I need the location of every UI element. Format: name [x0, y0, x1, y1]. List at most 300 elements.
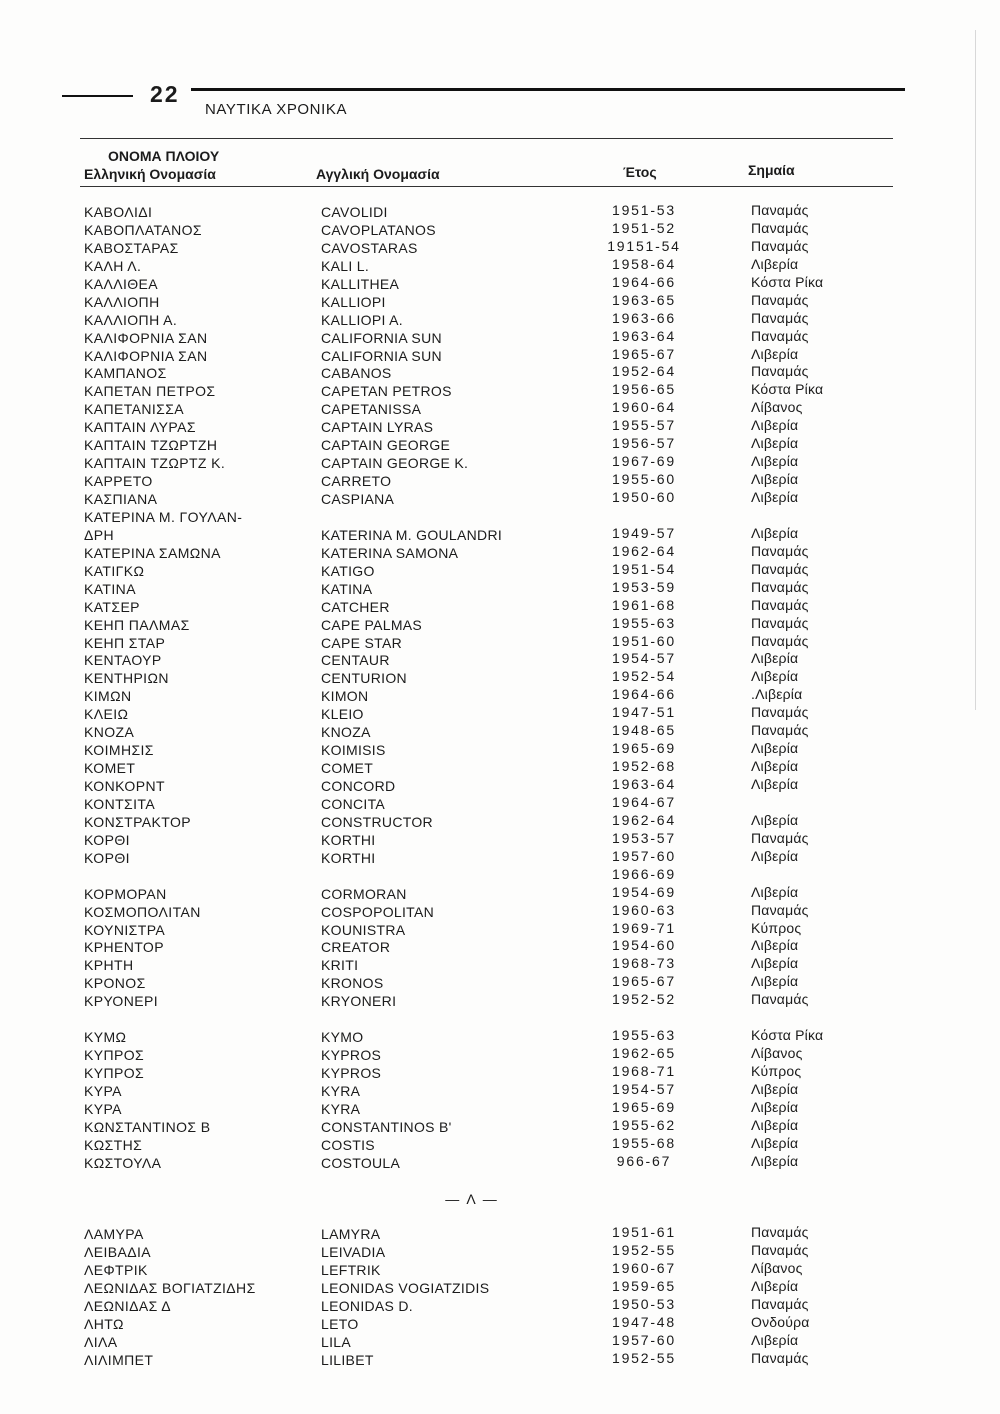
cell-greek-name: ΚΥΡΑ: [84, 1100, 122, 1117]
cell-greek-name: ΚΟΝΣΤΡΑΚΤΟΡ: [84, 813, 192, 830]
cell-english-name: COSPOPOLITAN: [321, 903, 435, 920]
cell-english-name: KATIGO: [321, 562, 375, 579]
table-row: [0, 993, 1000, 1011]
cell-english-name: KYPROS: [321, 1065, 382, 1081]
table-row: [0, 1226, 1000, 1244]
cell-english-name: KOUNISTRA: [321, 921, 406, 938]
table-row: [0, 437, 1000, 455]
cell-flag: Παναμάς: [751, 632, 809, 649]
cell-greek-name: ΚΑΛΛΙΟΠΗ Α.: [84, 311, 178, 328]
table-row: [0, 632, 1000, 653]
page-number: 22: [150, 81, 180, 107]
cell-english-name: CAVOPLATANOS: [321, 221, 436, 238]
cell-years: 1954-69: [612, 883, 676, 900]
table-row: [0, 793, 1000, 814]
cell-years: 1952-55: [612, 1350, 676, 1366]
cell-greek-name: ΚΑΛΙΦΟΡΝΙΑ ΣΑΝ: [84, 347, 208, 364]
cell-english-name: CATCHER: [321, 598, 390, 615]
cell-years: 1960-63: [612, 901, 676, 918]
cell-flag: Παναμάς: [751, 829, 809, 846]
cell-years: 1952-55: [612, 1242, 676, 1259]
cell-years: 1955-60: [612, 471, 676, 488]
table-row: [0, 829, 1000, 850]
cell-flag: Κόστα Ρίκα: [751, 381, 824, 398]
cell-flag: Παναμάς: [751, 542, 809, 559]
table-row: [0, 1029, 1000, 1047]
cell-greek-name: ΚΟΝΚΟΡΝΤ: [84, 778, 165, 794]
column-heading-english-name: Αγγλική Ονομασία: [316, 166, 440, 182]
blank-line: [0, 1011, 1000, 1029]
cell-flag: Κύπρος: [751, 919, 802, 936]
cell-greek-name: ΚΟΡΘΙ: [84, 849, 130, 866]
cell-years: 1951-52: [612, 219, 676, 236]
cell-flag: Λιβερία: [751, 453, 799, 470]
cell-years: 1952-64: [612, 363, 676, 380]
cell-flag: Παναμάς: [751, 722, 809, 739]
cell-years: 19151-54: [607, 237, 681, 254]
cell-greek-name: ΛΗΤΩ: [84, 1316, 124, 1333]
cell-english-name: CAPETAN PETROS: [321, 383, 452, 400]
cell-years: 1954-57: [612, 650, 676, 667]
cell-flag: Λίβανος: [751, 1260, 803, 1277]
cell-greek-name: ΚΑΠΤΑΙΝ ΤΖΩΡΤΖΗ: [84, 437, 218, 454]
table-row: [0, 1152, 1000, 1173]
table-row: [0, 811, 1000, 832]
cell-english-name: CENTURION: [321, 670, 407, 687]
table-row: [0, 365, 1000, 383]
table-row: [0, 1080, 1000, 1101]
cell-flag: Παναμάς: [751, 309, 809, 326]
table-row: [0, 1098, 1000, 1119]
cell-years: 1965-67: [612, 345, 676, 362]
cell-years: 1969-71: [612, 919, 676, 936]
cell-flag: Λίβανος: [751, 399, 803, 416]
cell-greek-name: ΚΟΡΘΙ: [84, 831, 130, 848]
cell-flag: Παναμάς: [751, 219, 809, 236]
cell-flag: Λιβερία: [751, 471, 799, 488]
table-row: [0, 1298, 1000, 1316]
cell-years: 1966-69: [612, 865, 676, 882]
cell-english-name: CAVOLIDI: [321, 204, 388, 220]
cell-greek-name: ΛΙΛΑ: [84, 1334, 118, 1351]
cell-english-name: KYRA: [321, 1082, 361, 1099]
cell-greek-name: ΛΕΦΤΡΙΚ: [84, 1262, 148, 1279]
table-row: [0, 596, 1000, 617]
cell-english-name: CAPE PALMAS: [321, 616, 423, 633]
cell-greek-name: ΚΡΗΕΝΤΟΡ: [84, 939, 164, 956]
cell-english-name: CONCORD: [321, 778, 396, 794]
section-heading-line: [0, 1191, 1000, 1209]
cell-greek-name: ΚΩΝΣΤΑΝΤΙΝΟΣ Β: [84, 1118, 211, 1135]
cell-years: 1963-65: [612, 291, 676, 308]
cell-english-name: LILA: [321, 1334, 351, 1351]
table-row: [0, 327, 1000, 348]
cell-flag: Λιβερία: [751, 1332, 799, 1349]
cell-years: 1968-73: [612, 955, 676, 972]
cell-flag: Παναμάς: [751, 1224, 809, 1241]
cell-flag: Παναμάς: [751, 991, 809, 1008]
cell-english-name: KIMON: [321, 688, 369, 705]
cell-english-name: CAPTAIN GEORGE: [321, 437, 451, 454]
cell-english-name: KYRA: [321, 1100, 361, 1117]
cell-greek-name: ΚΑΠΕΤΑΝΙΣΣΑ: [84, 401, 185, 418]
header-rule-left: [62, 95, 133, 97]
table-row: [0, 1065, 1000, 1083]
cell-greek-name: ΛΕΙΒΑΔΙΑ: [84, 1244, 152, 1261]
cell-years: 1962-64: [612, 542, 676, 559]
cell-english-name: KLEIO: [321, 706, 364, 723]
cell-greek-name: ΚΑΜΠΑΝΟΣ: [84, 365, 167, 382]
cell-flag: Παναμάς: [751, 1296, 809, 1313]
table-row: [0, 706, 1000, 724]
cell-flag: Παναμάς: [751, 237, 809, 254]
cell-english-name: KOIMISIS: [321, 742, 386, 759]
column-heading-year: Έτος: [623, 164, 657, 180]
cell-years: 1961-68: [612, 596, 676, 613]
table-row: [0, 1116, 1000, 1137]
cell-years: 1954-57: [612, 1080, 676, 1097]
cell-greek-name: ΚΕΗΠ ΣΤΑΡ: [84, 634, 166, 651]
cell-flag: Λιβερία: [751, 345, 799, 362]
blank-line: [0, 1209, 1000, 1227]
cell-flag: Λιβερία: [751, 776, 799, 792]
cell-flag: Παναμάς: [751, 1242, 809, 1259]
cell-years: 1951-61: [612, 1224, 676, 1241]
cell-greek-name: ΚΑΛΙΦΟΡΝΙΑ ΣΑΝ: [84, 329, 208, 346]
cell-years: 966-67: [616, 1152, 672, 1169]
cell-flag: Ονδούρα: [751, 1314, 810, 1331]
cell-years: 1960-67: [612, 1260, 676, 1277]
cell-greek-name: ΛΕΩΝΙΔΑΣ ΒΟΓΙΑΤΖΙΔΗΣ: [84, 1280, 256, 1297]
cell-years: 1955-57: [612, 417, 676, 434]
cell-years: 1952-52: [612, 991, 676, 1008]
cell-english-name: KALLIOPI: [321, 293, 386, 310]
cell-english-name: LEONIDAS VOGIATZIDIS: [321, 1280, 490, 1297]
table-row: [0, 1134, 1000, 1155]
cell-english-name: CABANOS: [321, 365, 392, 382]
cell-flag: Λιβερία: [751, 435, 799, 452]
cell-years: 1965-69: [612, 740, 676, 757]
cell-english-name: CORMORAN: [321, 885, 407, 902]
cell-english-name: KALLITHEA: [321, 275, 400, 292]
table-row: [0, 688, 1000, 706]
table-row-continuation: [0, 524, 1000, 545]
cell-years: 1947-51: [612, 704, 676, 721]
cell-english-name: CAPTAIN LYRAS: [321, 419, 434, 436]
cell-english-name: CONCITA: [321, 795, 386, 812]
cell-flag: Παναμάς: [751, 614, 809, 631]
cell-english-name: KRONOS: [321, 975, 384, 992]
cell-greek-name: ΚΑΛΛΙΟΠΗ: [84, 293, 160, 310]
cell-greek-name: ΚΥΠΡΟΣ: [84, 1047, 145, 1064]
cell-years: 1956-65: [612, 381, 676, 398]
cell-greek-name: ΛΙΛΙΜΠΕΤ: [84, 1352, 154, 1368]
cell-english-name: CALIFORNIA SUN: [321, 347, 442, 364]
cell-years: 1948-65: [612, 722, 676, 739]
cell-years: 1965-67: [612, 973, 676, 990]
cell-english-name: KATERINA M. GOULANDRI: [321, 526, 503, 543]
cell-greek-name: ΚΑΤΙΝΑ: [84, 580, 136, 597]
cell-english-name: CALIFORNIA SUN: [321, 329, 442, 346]
cell-flag: Παναμάς: [751, 560, 809, 577]
cell-english-name: CAVOSTARAS: [321, 239, 418, 256]
cell-english-name: COSTOULA: [321, 1154, 401, 1171]
table-row: [0, 1334, 1000, 1352]
cell-years: 1947-48: [612, 1314, 676, 1331]
cell-greek-name: ΚΑΛΗ Λ.: [84, 257, 142, 274]
cell-years: 1962-65: [612, 1045, 676, 1062]
cell-english-name: KYMO: [321, 1029, 364, 1046]
cell-greek-name: ΚΑΒΟΛΙΔΙ: [84, 204, 153, 220]
cell-years: 1955-62: [612, 1116, 676, 1133]
cell-years: 1967-69: [612, 453, 676, 470]
cell-flag: Λιβερία: [751, 847, 799, 864]
cell-years: 1952-68: [612, 758, 676, 775]
cell-flag: Παναμάς: [751, 291, 809, 308]
table-row: [0, 542, 1000, 563]
journal-title: ΝΑΥΤΙΚΑ ΧΡΟΝΙΚΑ: [205, 101, 348, 118]
cell-english-name: KATERINA SAMONA: [321, 544, 459, 561]
cell-english-name: KYPROS: [321, 1047, 382, 1064]
cell-flag: Κύπρος: [751, 1063, 802, 1079]
table-row: [0, 291, 1000, 312]
table-row: [0, 939, 1000, 957]
cell-flag: Λιβερία: [751, 1278, 799, 1295]
cell-english-name: KRYONERI: [321, 993, 397, 1010]
column-heading-rule: [80, 186, 893, 187]
cell-years: 1965-69: [612, 1098, 676, 1115]
cell-years: 1957-60: [612, 847, 676, 864]
cell-flag: Λιβερία: [751, 1098, 799, 1115]
table-row: [0, 847, 1000, 868]
table-row: [0, 255, 1000, 276]
cell-greek-name: ΚΛΕΙΩ: [84, 706, 129, 723]
table-row: [0, 1262, 1000, 1280]
cell-greek-name: ΚΟΝΤΣΙΤΑ: [84, 795, 156, 812]
table-row: [0, 419, 1000, 437]
column-heading-ship-name: ΟΝΟΜΑ ΠΛΟΙΟΥ: [108, 148, 220, 164]
table-row: [0, 473, 1000, 491]
blank-line: [0, 1173, 1000, 1191]
cell-flag: Λιβερία: [751, 811, 799, 828]
cell-greek-name: ΚΙΜΩΝ: [84, 688, 132, 705]
table-row: [0, 724, 1000, 742]
cell-greek-name: ΚΑΠΤΑΙΝ ΤΖΩΡΤΖ Κ.: [84, 455, 226, 472]
cell-greek-name: ΚΟΡΜΟΡΑΝ: [84, 885, 167, 902]
table-row: [0, 975, 1000, 993]
cell-years: 1958-64: [612, 255, 676, 272]
table-row: [0, 919, 1000, 940]
cell-english-name: CENTAUR: [321, 652, 390, 669]
cell-english-name: LEFTRIK: [321, 1262, 381, 1279]
cell-years: 1968-71: [612, 1063, 676, 1079]
table-row: [0, 670, 1000, 688]
table-row: [0, 401, 1000, 419]
cell-years: 1950-53: [612, 1296, 676, 1313]
cell-greek-name: ΛΕΩΝΙΔΑΣ Δ: [84, 1298, 171, 1315]
table-row: [0, 883, 1000, 904]
cell-greek-name: ΚΡΟΝΟΣ: [84, 975, 146, 992]
table-row: [0, 1316, 1000, 1334]
cell-flag: Λιβερία: [751, 1080, 799, 1097]
cell-greek-name: ΚΕΗΠ ΠΑΛΜΑΣ: [84, 616, 190, 633]
header-divider: [80, 138, 893, 139]
cell-years: 1957-60: [612, 1332, 676, 1349]
table-row: [0, 383, 1000, 401]
cell-flag: Λιβερία: [751, 937, 799, 954]
cell-greek-name: ΚΡΥΟΝΕΡΙ: [84, 993, 158, 1010]
cell-years: 1955-63: [612, 1027, 676, 1044]
column-heading-flag: Σημαία: [748, 162, 795, 178]
table-row: [0, 345, 1000, 366]
cell-years: 1953-59: [612, 578, 676, 595]
cell-greek-name: ΚΑΤΙΓΚΩ: [84, 562, 145, 579]
cell-english-name: CAPE STAR: [321, 634, 403, 651]
cell-years: 1949-57: [612, 524, 676, 541]
cell-flag: Παναμάς: [751, 901, 809, 918]
table-row: [0, 1047, 1000, 1065]
cell-english-name: KALLIOPI A.: [321, 311, 403, 328]
table-row: [0, 491, 1000, 509]
cell-greek-name: ΚΟΙΜΗΣΙΣ: [84, 742, 154, 759]
cell-english-name: CARRETO: [321, 473, 392, 490]
table-row: [0, 273, 1000, 294]
cell-english-name: LEONIDAS D.: [321, 1298, 413, 1315]
table-row: [0, 742, 1000, 760]
header-rule-top: [191, 88, 905, 91]
table-row: [0, 760, 1000, 778]
cell-greek-name: ΚΑΠΕΤΑΝ ΠΕΤΡΟΣ: [84, 383, 216, 400]
cell-english-name: KORTHI: [321, 849, 376, 866]
cell-greek-name: ΚΑΤΕΡΙΝΑ ΣΑΜΩΝΑ: [84, 544, 221, 561]
cell-flag: Λιβερία: [751, 489, 799, 505]
cell-greek-name: ΚΑΠΤΑΙΝ ΛΥΡΑΣ: [84, 419, 196, 436]
cell-flag: Παναμάς: [751, 596, 809, 613]
table-row: [0, 237, 1000, 258]
table-row: [0, 455, 1000, 473]
cell-greek-name: ΚΟΣΜΟΠΟΛΙΤΑΝ: [84, 903, 201, 920]
cell-flag: Λιβερία: [751, 668, 799, 685]
table-row: [0, 578, 1000, 599]
cell-greek-name: ΛΑΜΥΡΑ: [84, 1226, 144, 1243]
cell-flag: .Λιβερία: [751, 686, 803, 703]
cell-english-name: CONSTRUCTOR: [321, 813, 433, 830]
cell-years: 1955-68: [612, 1134, 676, 1151]
cell-greek-name: ΚΑΒΟΠΛΑΤΑΝΟΣ: [84, 221, 202, 238]
cell-years: 1954-60: [612, 937, 676, 954]
cell-flag: Παναμάς: [751, 578, 809, 595]
cell-years: 1951-60: [612, 632, 676, 649]
cell-flag: Λιβερία: [751, 955, 799, 972]
cell-years: 1964-66: [612, 686, 676, 703]
cell-greek-name: ΚΑΤΣΕΡ: [84, 598, 140, 615]
cell-flag: Λιβερία: [751, 1152, 799, 1169]
cell-years: 1962-64: [612, 811, 676, 828]
cell-years: 1951-54: [612, 560, 676, 577]
cell-greek-name: ΚΑΛΛΙΘΕΑ: [84, 275, 159, 292]
cell-flag: Παναμάς: [751, 327, 809, 344]
table-row: [0, 778, 1000, 796]
cell-english-name: LILIBET: [321, 1352, 374, 1368]
cell-english-name: CONSTANTINOS B': [321, 1118, 452, 1135]
table-row: [0, 309, 1000, 330]
table-row: [0, 652, 1000, 670]
table-row: [0, 901, 1000, 922]
cell-flag: Παναμάς: [751, 363, 809, 380]
cell-years: 1964-67: [612, 793, 676, 810]
cell-flag: Κόστα Ρίκα: [751, 273, 824, 290]
cell-greek-name: ΚΑΤΕΡΙΝΑ Μ. ΓΟΥΛΑΝ-: [84, 508, 243, 525]
cell-greek-name: ΚΥΡΑ: [84, 1082, 122, 1099]
cell-english-name: CREATOR: [321, 939, 391, 956]
cell-flag: Λιβερία: [751, 740, 799, 757]
cell-english-name: KORTHI: [321, 831, 376, 848]
cell-english-name: CASPIANA: [321, 491, 395, 507]
cell-years: 1950-60: [612, 489, 676, 505]
cell-english-name: KRITI: [321, 957, 359, 974]
cell-greek-name: ΚΑΡΡΕΤΟ: [84, 473, 153, 490]
table-row: [0, 560, 1000, 581]
table-row: [0, 1352, 1000, 1370]
cell-english-name: COSTIS: [321, 1136, 375, 1153]
cell-flag: Λιβερία: [751, 255, 799, 272]
section-letter-heading: — Λ —: [445, 1190, 499, 1207]
cell-flag: Κόστα Ρίκα: [751, 1027, 824, 1044]
cell-years: 1956-57: [612, 435, 676, 452]
cell-flag: Λιβερία: [751, 1134, 799, 1151]
table-row: [0, 204, 1000, 222]
cell-flag: Λιβερία: [751, 650, 799, 667]
cell-years: 1951-53: [612, 202, 676, 218]
cell-years: 1955-63: [612, 614, 676, 631]
cell-years: 1959-65: [612, 1278, 676, 1295]
cell-flag: Λιβερία: [751, 758, 799, 775]
cell-flag: Λιβερία: [751, 417, 799, 434]
table-row: [0, 1280, 1000, 1298]
table-row: [0, 614, 1000, 635]
cell-english-name: COMET: [321, 760, 374, 777]
cell-flag: Παναμάς: [751, 1350, 809, 1366]
cell-years: 1963-64: [612, 776, 676, 792]
ship-table: [0, 204, 1000, 1370]
table-row: [0, 509, 1000, 527]
cell-years: 1953-57: [612, 829, 676, 846]
cell-flag: Λιβερία: [751, 883, 799, 900]
cell-greek-name: ΚΕΝΤΑΟΥΡ: [84, 652, 162, 669]
cell-greek-name: ΚΑΒΟΣΤΑΡΑΣ: [84, 239, 179, 256]
cell-years: 1952-54: [612, 668, 676, 685]
cell-years: 1963-64: [612, 327, 676, 344]
table-row: [0, 1244, 1000, 1262]
cell-greek-name: ΚΝΟΖΑ: [84, 724, 135, 741]
cell-flag: Λιβερία: [751, 973, 799, 990]
column-heading-greek-name: Ελληνική Ονομασία: [84, 166, 216, 182]
cell-years: 1964-66: [612, 273, 676, 290]
cell-english-name: KNOZA: [321, 724, 371, 741]
cell-flag: Λιβερία: [751, 524, 799, 541]
cell-english-name: KALI L.: [321, 257, 370, 274]
cell-english-name: CAPTAIN GEORGE K.: [321, 455, 469, 472]
cell-english-name: LEIVADIA: [321, 1244, 386, 1261]
cell-flag: Παναμάς: [751, 202, 809, 218]
cell-greek-name: ΚΩΣΤΗΣ: [84, 1136, 143, 1153]
cell-english-name: KATINA: [321, 580, 373, 597]
cell-flag: Παναμάς: [751, 704, 809, 721]
cell-greek-name: ΚΕΝΤΗΡΙΩΝ: [84, 670, 169, 687]
table-row: [0, 957, 1000, 975]
cell-flag: Λίβανος: [751, 1045, 803, 1062]
cell-english-name: CAPETANISSA: [321, 401, 422, 418]
